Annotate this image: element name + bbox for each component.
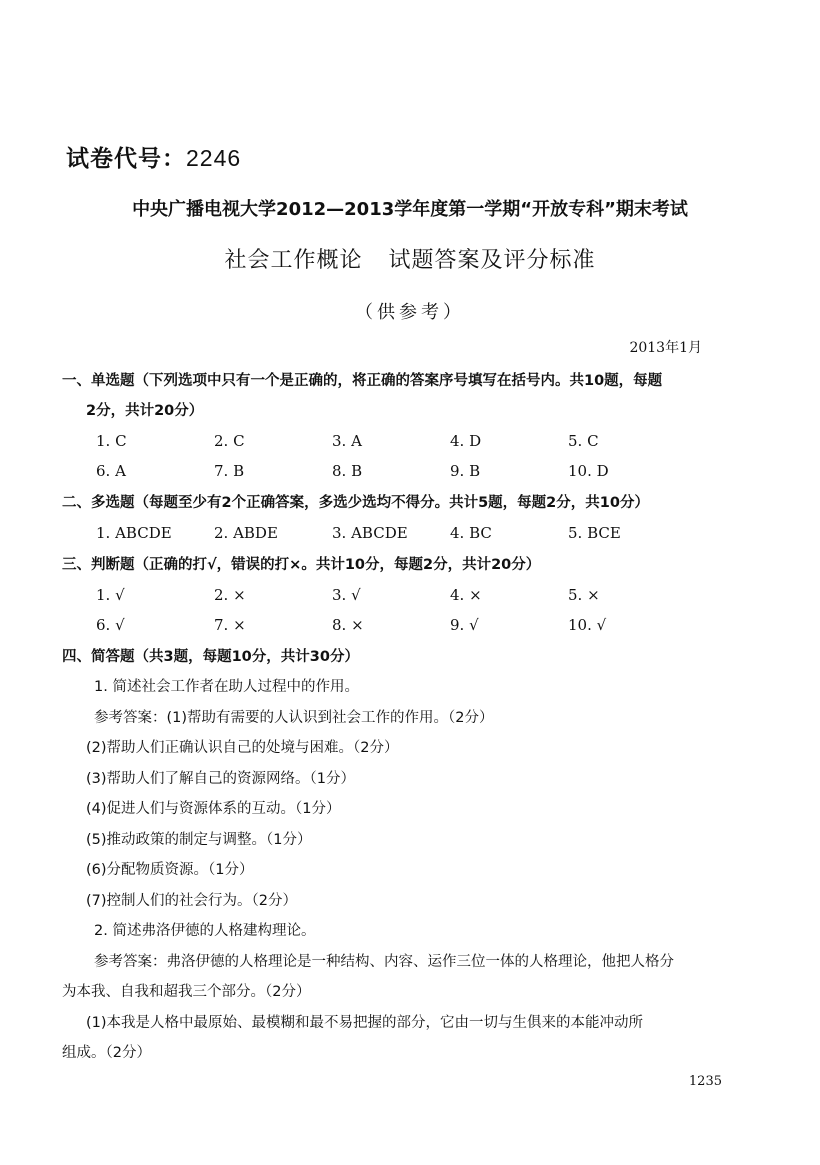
answer-item: 5. ×	[568, 586, 600, 604]
answer-text: 参考答案：(1)帮助有需要的人认识到社会工作的作用。（2分）	[94, 709, 494, 726]
section-1-heading-line2: 2分，共计20分）	[86, 403, 204, 419]
course-title	[0, 243, 820, 274]
course-name: 社会工作概论	[224, 248, 363, 273]
answer-text: 为本我、自我和超我三个部分。（2分）	[62, 984, 311, 1000]
answer-item: 5. C	[568, 432, 599, 450]
answer-item: 3. √	[332, 586, 361, 604]
answer-item: 1. √	[96, 586, 125, 604]
section-2-heading-line: 二、多选题（每题至少有2个正确答案，多选少选均不得分。共计5题，每题2分，共10分）	[62, 495, 649, 511]
answer-item: 2. ×	[214, 586, 246, 604]
answer-item: 10. D	[568, 462, 609, 480]
answer-item: 7. ×	[214, 616, 246, 634]
section-4-heading	[62, 642, 752, 672]
answer-item: 2. C	[214, 432, 245, 450]
answer-item: 4. BC	[450, 524, 492, 542]
section-2-heading	[62, 488, 752, 518]
paper-code	[66, 140, 241, 173]
answer-item: 3. A	[332, 432, 362, 450]
answer-text: (5)推动政策的制定与调整。（1分）	[86, 831, 312, 848]
paper-code-number: 2246	[186, 145, 242, 171]
question-1: 1. 简述社会工作者在助人过程中的作用。	[94, 679, 359, 695]
answer-item: 8. ×	[332, 616, 364, 634]
answer-item: 10. √	[568, 616, 607, 634]
page-number: 1235	[688, 1074, 722, 1089]
section-3-heading	[62, 550, 752, 580]
answer-item: 2. ABDE	[214, 524, 278, 542]
answer-item: 1. C	[96, 432, 127, 450]
answer-item: 8. B	[332, 462, 363, 480]
answer-item: 7. B	[214, 462, 245, 480]
answer-subtitle: 试题答案及评分标准	[388, 248, 596, 273]
answer-text: (3)帮助人们了解自己的资源网络。（1分）	[86, 770, 356, 787]
reference-note: （供参考）	[355, 302, 465, 323]
answer-text: 参考答案：弗洛伊德的人格理论是一种结构、内容、运作三位一体的人格理论，他把人格分	[94, 953, 674, 970]
section-1-heading-line1: 一、单选题（下列选项中只有一个是正确的，将正确的答案序号填写在括号内。共10题，每题	[62, 373, 663, 389]
answer-item: 1. ABCDE	[96, 524, 172, 542]
answer-text: (4)促进人们与资源体系的互动。（1分）	[86, 801, 341, 817]
answer-text: (6)分配物质资源。（1分）	[86, 862, 254, 878]
answer-text: (7)控制人们的社会行为。（2分）	[86, 892, 298, 909]
answer-text: (1)本我是人格中最原始、最模糊和最不易把握的部分，它由一切与生俱来的本能冲动所	[86, 1014, 644, 1031]
answer-item: 4. ×	[450, 586, 482, 604]
answer-item: 6. √	[96, 616, 125, 634]
answer-item: 6. A	[96, 462, 126, 480]
exam-date: 2013年1月	[629, 340, 702, 356]
answer-item: 4. D	[450, 432, 482, 450]
section-4-body	[62, 672, 752, 1069]
section-4-heading-line: 四、简答题（共3题，每题10分，共计30分）	[62, 649, 359, 665]
exam-title: 中央广播电视大学2012—2013学年度第一学期“开放专科”期末考试	[132, 199, 688, 220]
answer-item: 3. ABCDE	[332, 524, 408, 542]
answer-item: 9. B	[450, 462, 481, 480]
answer-text: 组成。（2分）	[62, 1045, 151, 1061]
answer-text: (2)帮助人们正确认识自己的处境与困难。（2分）	[86, 740, 399, 756]
section-3-heading-line: 三、判断题（正确的打√，错误的打×。共计10分，每题2分，共计20分）	[62, 557, 541, 573]
answer-item: 9. √	[450, 616, 479, 634]
question-2: 2. 简述弗洛伊德的人格建构理论。	[94, 923, 316, 939]
paper-code-label: 试卷代号：	[66, 146, 186, 172]
section-1-heading	[62, 366, 752, 426]
answer-item: 5. BCE	[568, 524, 621, 542]
